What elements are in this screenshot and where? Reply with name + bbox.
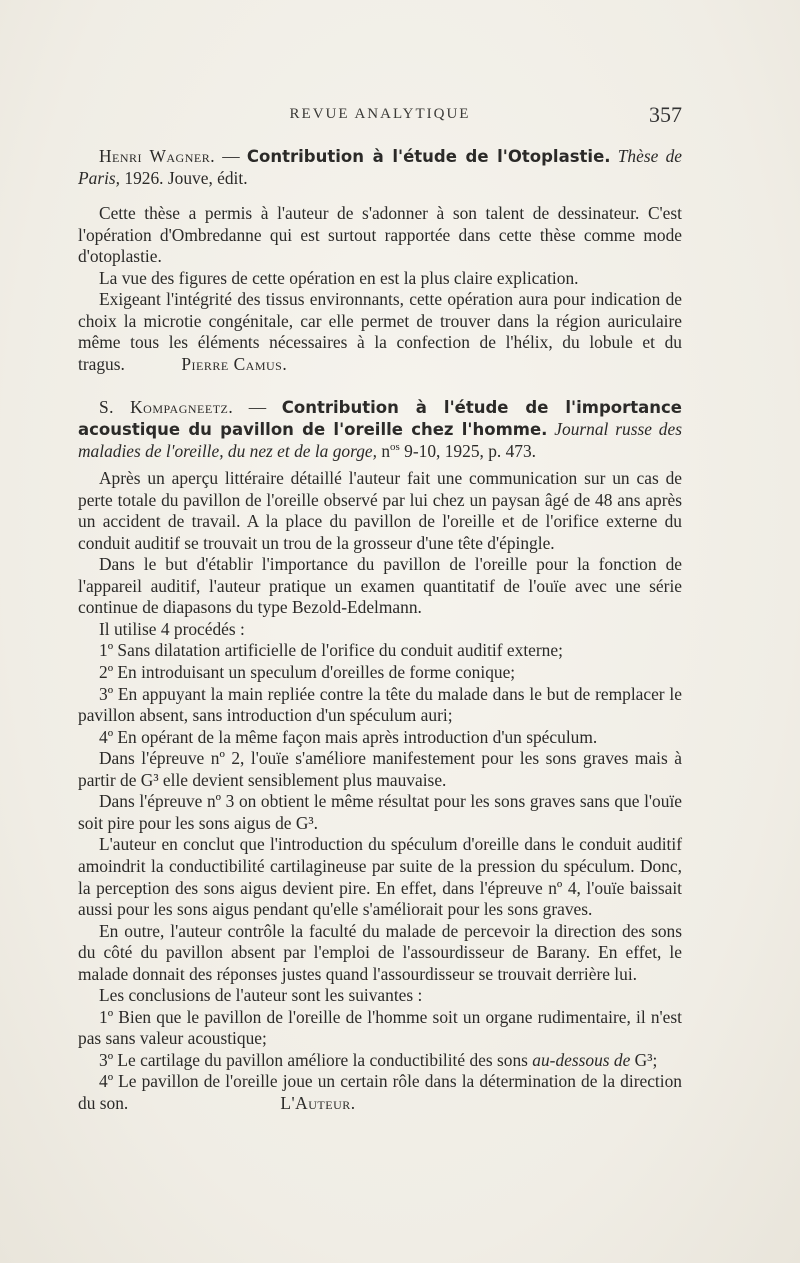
review2-citation bbox=[78, 397, 682, 462]
review1-title: Contribution à l'étude de l'Otoplastie. bbox=[246, 147, 611, 166]
review2-paragraph: L'auteur en conclut que l'introduction du spéculum d'oreille dans le conduit auditif amoindrit la conductibilité cartilagineuse par suite de la pression du spéculum. Donc, la perception des sons aigus devient pire. En effet, dans l'épreuve nº 4, l'ouïe baissait aussi pour les sons aigus pendant qu'elle s'améliorait pour les sons graves. bbox=[78, 834, 682, 920]
review2-paragraph: Il utilise 4 procédés : bbox=[99, 618, 245, 639]
review1-source: Thèse de Paris, bbox=[78, 146, 682, 188]
article-body bbox=[78, 146, 682, 1115]
review1-author: Henri Wagner. bbox=[99, 146, 216, 166]
review2-paragraph: En outre, l'auteur contrôle la faculté du malade de percevoir la direction des sons du côté du pavillon absent par l'emploi de l'assourdisseur de Barany. En effet, le malade donnait des réponses justes quand l'assourdisseur se trouvait derrière lui. bbox=[78, 920, 682, 984]
review2-journal: Journal russe des maladies de l'oreille, du nez et de la gorge, bbox=[78, 419, 682, 461]
review2-list-item: 3º En appuyant la main repliée contre la tête du malade dans le but de remplacer le pavillon absent, sans introduction d'un spéculum auri; bbox=[78, 683, 682, 726]
review1-publication: 1926. Jouve, édit. bbox=[120, 167, 248, 188]
review2-list-item: 1º Sans dilatation artificielle de l'orifice du conduit auditif externe; bbox=[99, 640, 563, 661]
review1-dash: — bbox=[215, 146, 247, 166]
conclusion3-italic: au-dessous de bbox=[532, 1049, 631, 1070]
review2-list-item: 4º En opérant de la même façon mais après introduction d'un spéculum. bbox=[99, 726, 598, 747]
review2-issue-prefix: n bbox=[376, 440, 391, 461]
review2-conclusion bbox=[78, 1050, 682, 1072]
review2-issue-sup: os bbox=[390, 440, 400, 453]
review2-paragraph: Dans le but d'établir l'importance du pavillon de l'oreille pour la fonction de l'appareil auditif, l'auteur pratique un examen quantitatif de l'ouïe avec une série continue de diapasons du type Bezold-Edelmann. bbox=[78, 554, 682, 618]
conclusion3-end: G³; bbox=[630, 1049, 658, 1070]
review2-title: Contribution à l'étude de l'importance acoustique du pavillon de l'oreille chez l'homme. bbox=[78, 398, 682, 440]
review2-conclusion bbox=[78, 1071, 682, 1114]
review2-issue: 9-10, 1925, p. 473. bbox=[399, 440, 537, 461]
conclusion3-text: 3º Le cartilage du pavillon améliore la conductibilité des sons bbox=[99, 1049, 533, 1070]
review1-signature: Pierre Camus. bbox=[181, 353, 288, 374]
page-header bbox=[78, 102, 682, 130]
review2-list-item: 2º En introduisant un speculum d'oreilles de forme conique; bbox=[99, 662, 516, 683]
review1-paragraph: Cette thèse a permis à l'auteur de s'adonner à son talent de dessinateur. C'est l'opération d'Ombredanne qui est surtout rapportée dans cette thèse comme mode d'otoplastie. bbox=[78, 203, 682, 267]
review1-paragraph: La vue des figures de cette opération en est la plus claire explication. bbox=[99, 267, 579, 288]
review2-paragraph: Dans l'épreuve nº 2, l'ouïe s'améliore manifestement pour les sons graves mais à partir de G³ elle devient sensiblement plus mauvaise. bbox=[78, 748, 682, 790]
review1-citation bbox=[78, 146, 682, 189]
review2-paragraph: Dans l'épreuve nº 3 on obtient le même résultat pour les sons graves sans que l'ouïe soit pire pour les sons aigus de G³. bbox=[78, 791, 682, 833]
review2-paragraph: Les conclusions de l'auteur sont les suivantes : bbox=[99, 985, 423, 1006]
review2-paragraph: Après un aperçu littéraire détaillé l'auteur fait une communication sur un cas de perte totale du pavillon de l'oreille observé par lui chez un paysan âgé de 48 ans après un accident de travail. A la place du pavillon de l'oreille et de l'orifice externe du conduit auditif se trouvait un trou de la grosseur d'une tête d'épingle. bbox=[78, 468, 682, 553]
running-head: REVUE ANALYTIQUE bbox=[289, 106, 471, 122]
review1-paragraph-text: Exigeant l'intégrité des tissus environnants, cette opération aura pour indication de choix la microtie congénitale, car elle permet de trouver dans la région auriculaire même tous les éléments nécessaires à la confection de l'hélix, du lobule et du tragus. bbox=[78, 289, 682, 374]
review2-author: S. Kompagneetz. bbox=[99, 397, 234, 418]
review2-signature: L'Auteur. bbox=[280, 1092, 356, 1113]
review1-paragraph bbox=[78, 289, 682, 375]
review2-conclusion: 1º Bien que le pavillon de l'oreille de l'homme soit un organe rudimentaire, il n'est pas sans valeur acoustique; bbox=[78, 1006, 682, 1049]
review2-dash: — bbox=[233, 397, 282, 418]
page-number: 357 bbox=[649, 102, 682, 127]
conclusion4-text: 4º Le pavillon de l'oreille joue un certain rôle dans la détermination de la direction du son. bbox=[78, 1071, 682, 1113]
